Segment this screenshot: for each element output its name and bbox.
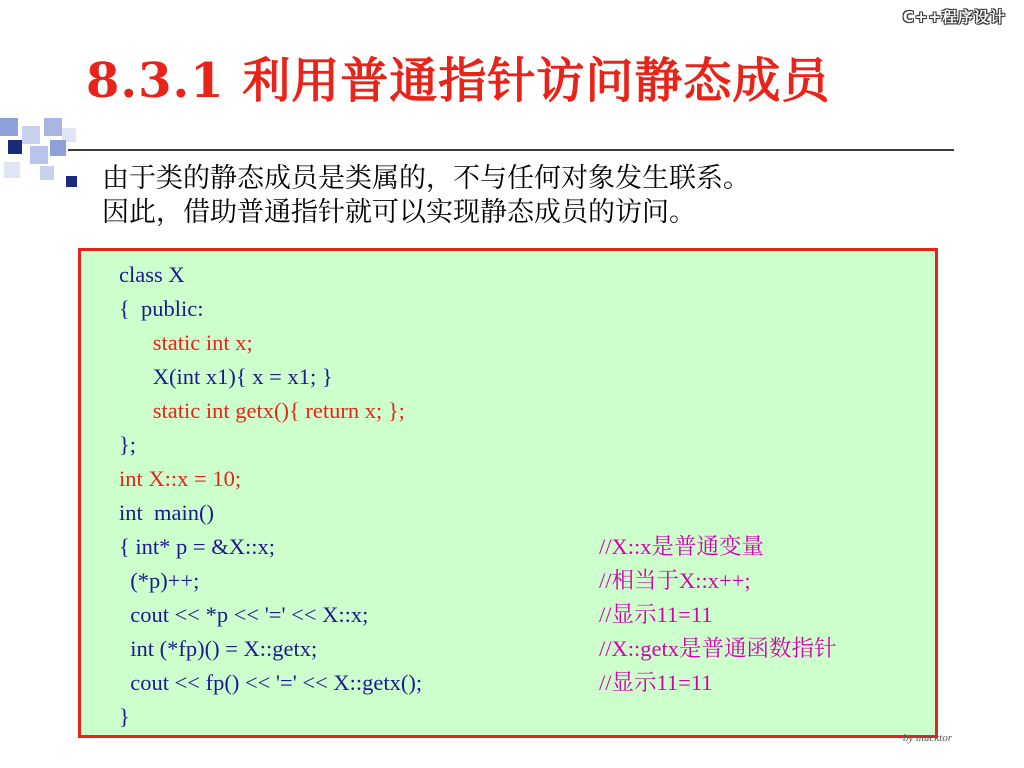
code-text: int X::x = 10;: [119, 466, 242, 491]
code-text: cout << *p << '=' << X::x;: [119, 602, 369, 627]
code-text: int main(): [119, 500, 214, 525]
code-comment: //X::x是普通变量: [599, 534, 765, 559]
bullet-line-2: 因此，借助普通指针就可以实现静态成员的访问。: [102, 197, 696, 228]
bullet-text: [102, 162, 962, 230]
code-line: [119, 666, 935, 700]
code-line: [119, 394, 935, 428]
course-logo: C++程序设计: [902, 8, 1006, 26]
code-line: [119, 462, 935, 496]
code-line: [119, 598, 935, 632]
footer-credit: by mucktor: [902, 732, 952, 744]
code-text: }: [119, 704, 130, 729]
code-text: };: [119, 432, 137, 457]
slide-title: 8.3.1 利用普通指针访问静态成员: [86, 53, 831, 109]
code-text: static int x;: [119, 330, 253, 355]
title-divider: [68, 149, 954, 151]
code-line: [119, 530, 935, 564]
code-line: [119, 326, 935, 360]
code-line: [119, 258, 935, 292]
code-text: int (*fp)() = X::getx;: [119, 636, 318, 661]
code-listing: [119, 258, 935, 734]
code-comment: //显示11=11: [599, 602, 713, 627]
code-block: [78, 248, 938, 738]
code-text: static int getx(){ return x; };: [119, 398, 405, 423]
code-text: (*p)++;: [119, 568, 200, 593]
code-text: class X: [119, 262, 185, 287]
code-comment: //X::getx是普通函数指针: [599, 636, 837, 661]
code-text: { public:: [119, 296, 204, 321]
code-line: [119, 700, 935, 734]
code-text: cout << fp() << '=' << X::getx();: [119, 670, 423, 695]
bullet-line-1: 由于类的静态成员是类属的，不与任何对象发生联系。: [102, 163, 750, 194]
code-line: [119, 632, 935, 666]
code-comment: //显示11=11: [599, 670, 713, 695]
code-text: { int* p = &X::x;: [119, 534, 275, 559]
code-line: [119, 564, 935, 598]
code-line: [119, 292, 935, 326]
code-comment: //相当于X::x++;: [599, 568, 751, 593]
code-line: [119, 360, 935, 394]
code-line: [119, 428, 935, 462]
bullet-square-icon: [66, 176, 77, 187]
code-line: [119, 496, 935, 530]
code-text: X(int x1){ x = x1; }: [119, 364, 333, 389]
